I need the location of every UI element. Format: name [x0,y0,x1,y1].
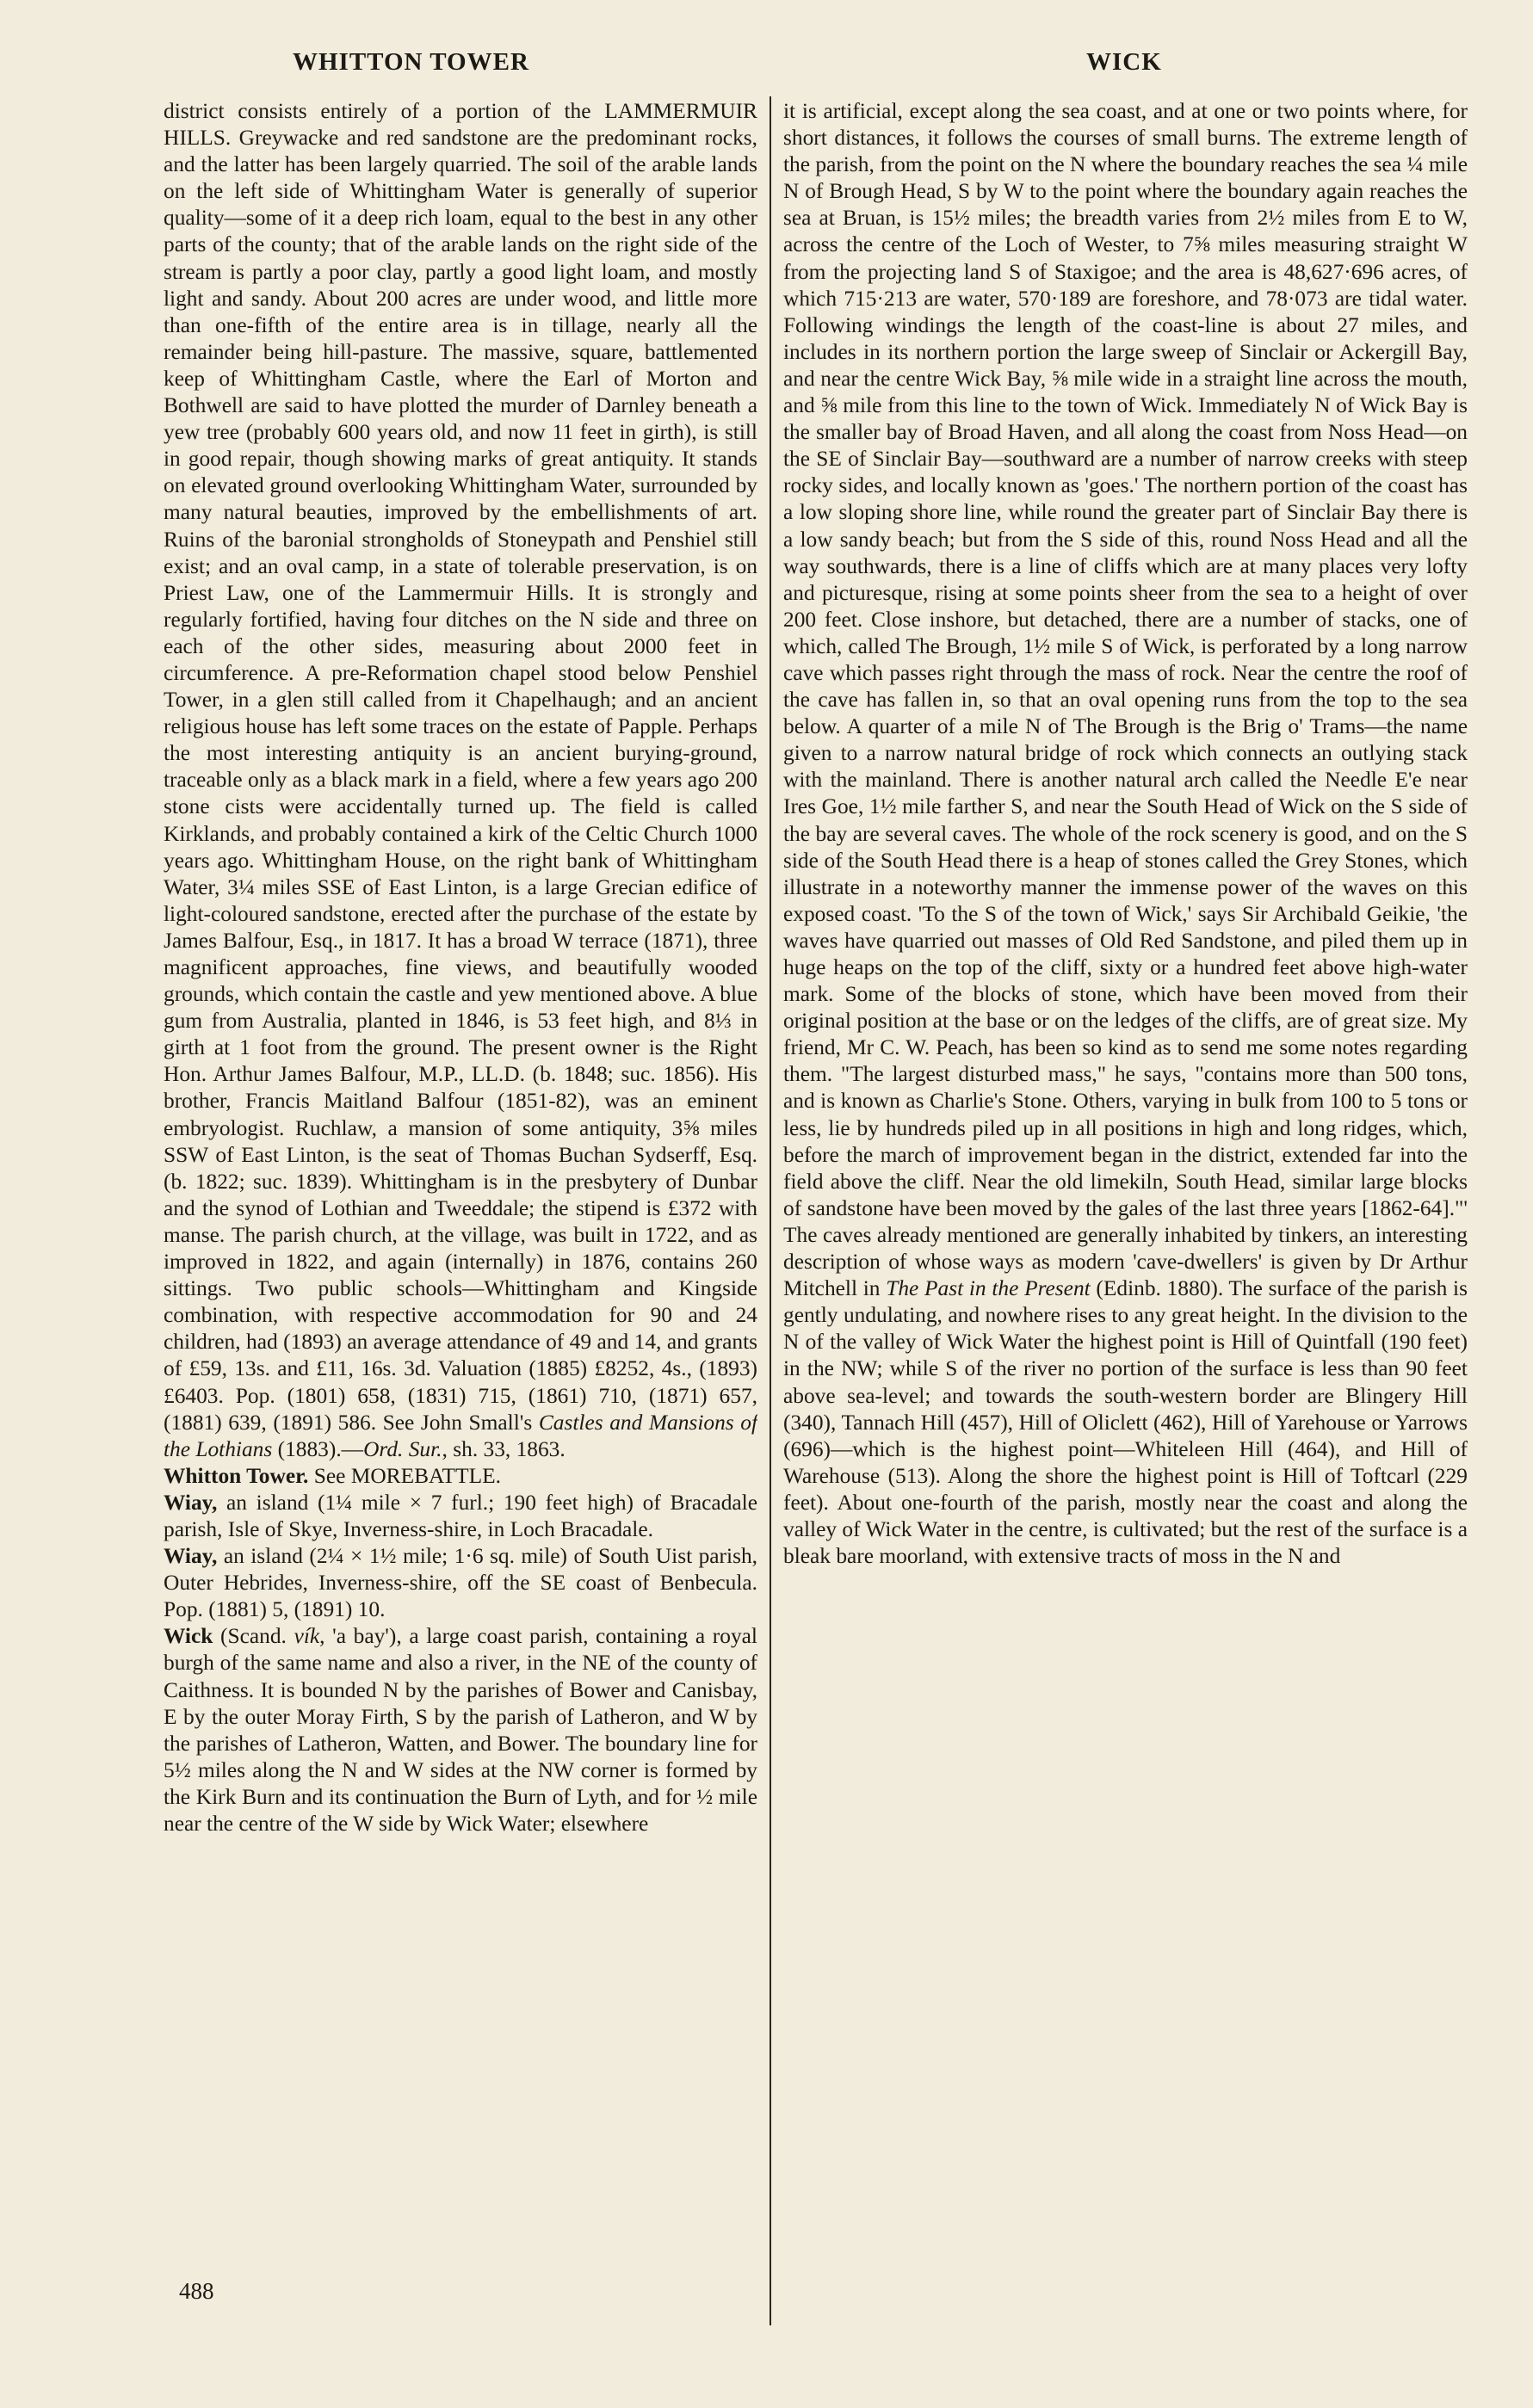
column-divider [770,96,771,2325]
running-head-right: WICK [1086,48,1162,76]
right-column [783,98,1468,2318]
entry-whitton-tower [164,1463,757,1490]
entry-headword: Wick [164,1624,213,1649]
wick-text-rest: (Edinb. 1880). The surface of the parish is gently undulating, and nowhere rises to any great height. In the division to the N of the valley of Wick Water the highest point is Hill of Quintfall (190 feet) in the NW; while S of the river no portion of the surface is less than 90 feet above sea-level; and towards the south-western border are Blingery Hill (340), Tannach Hill (457), Hill of Oliclett (462), Hill of Yarehouse or Yarrows (696)—which is the highest point—Whiteleen Hill (464), and Hill of Warehouse (513). Along the shore the highest point is Hill of Toftcarl (229 feet). About one-fourth of the parish, mostly near the coast and along the valley of Wick Water in the centre, is cultivated; but the rest of the surface is a bleak bare moorland, with extensive tracts of moss in the N and [783,1276,1468,1569]
ord-sur: Ord. Sur. [363,1436,442,1461]
entry-wick [164,1623,757,1837]
entry-headword: Wiay, [164,1490,218,1515]
past-in-present-title: The Past in the Present [886,1276,1091,1301]
entry-headword: Wiay, [164,1544,218,1569]
entry-wiay-skye [164,1490,757,1543]
castles-date: (1883).— [277,1436,364,1461]
entry-body: , 'a bay'), a large coast parish, containing a royal burgh of the same name and also a river, in the NE of the county of Caithness. It is bounded N by the parishes of Bower and Canisbay, E by the outer Moray Firth, S by the parish of Latheron, and W by the parishes of Latheron, Watten, and Bower. The boundary line for 5½ miles along the N and W sides at the NW corner is formed by the Kirk Burn and its continuation the Burn of Lyth, and for ½ mile near the centre of the W side by Wick Water; elsewhere [164,1624,757,1836]
entry-body: an island (1¼ mile × 7 furl.; 190 feet high) of Bracadale parish, Isle of Skye, Inverness-shire, in Loch Bracadale. [164,1490,757,1541]
left-column [164,98,757,2318]
etymology-word: vík [294,1624,320,1649]
ord-sur-sheet: , sh. 33, 1863. [442,1436,566,1461]
running-head-left: WHITTON TOWER [293,48,529,76]
page-number: 488 [179,2278,214,2304]
wick-continued-paragraph [783,98,1468,1570]
entry-headword: Whitton Tower. [164,1463,309,1488]
castles-title: Castles and Mansions of the Lothians [164,1410,757,1461]
entry-wiay-uist [164,1543,757,1623]
entry-body: an island (2¼ × 1½ mile; 1·6 sq. mile) of South Uist parish, Outer Hebrides, Inverness-shire, off the SE coast of Benbecula. Pop. (1881) 5, (1891) 10. [164,1544,757,1622]
whittingham-text: district consists entirely of a portion of the LAMMERMUIR HILLS. Greywacke and red sandstone are the predominant rocks, and the latter has been largely quarried. The soil of the arable lands on the left side of Whittingham Water is generally of superior quality—some of it a deep rich loam, equal to the best in any other parts of the county; that of the arable lands on the right side of the stream is partly a poor clay, partly a good light loam, and mostly light and sandy. About 200 acres are under wood, and little more than one-fifth of the entire area is in tillage, nearly all the remainder being hill-pasture. The massive, square, battlemented keep of Whittingham Castle, where the Earl of Morton and Bothwell are said to have plotted the murder of Darnley beneath a yew tree (probably 600 years old, and now 11 feet in girth), is still in good repair, though showing marks of great antiquity. It stands on elevated ground overlooking Whittingham Water, surrounded by many natural beauties, improved by the embellishments of art. Ruins of the baronial strongholds of Stoneypath and Penshiel still exist; and an oval camp, in a state of tolerable preservation, is on Priest Law, one of the Lammermuir Hills. It is strongly and regularly fortified, having four ditches on the N side and three on each of the other sides, measuring about 2000 feet in circumference. A pre-Reformation chapel stood below Penshiel Tower, in a glen still called from it Chapelhaugh; and an ancient religious house has left some traces on the estate of Papple. Perhaps the most interesting antiquity is an ancient burying-ground, traceable only as a black mark in a field, where a few years ago 200 stone cists were accidentally turned up. The field is called Kirklands, and probably contained a kirk of the Celtic Church 1000 years ago. Whittingham House, on the right bank of Whittingham Water, 3¼ miles SSE of East Linton, is a large Grecian edifice of light-coloured sandstone, erected after the purchase of the estate by James Balfour, Esq., in 1817. It has a broad W terrace (1871), three magnificent approaches, fine views, and beautifully wooded grounds, which contain the castle and yew mentioned above. A blue gum from Australia, planted in 1846, is 53 feet high, and 8⅓ in girth at 1 foot from the ground. The present owner is the Right Hon. Arthur James Balfour, M.P., LL.D. (b. 1848; suc. 1856). His brother, Francis Maitland Balfour (1851-82), was an eminent embryologist. Ruchlaw, a mansion of some antiquity, 3⅝ miles SSW of East Linton, is the seat of Thomas Buchan Sydserff, Esq. (b. 1822; suc. 1839). Whittingham is in the presbytery of Dunbar and the synod of Lothian and Tweeddale; the stipend is £372 with manse. The parish church, at the village, was built in 1722, and as improved in 1822, and again (internally) in 1876, contains 260 sittings. Two public schools—Whittingham and Kingside combination, with respective accommodation for 90 and 24 children, had (1893) an average attendance of 49 and 14, and grants of £59, 13s. and £11, 16s. 3d. Valuation (1885) £8252, 4s., (1893) £6403. Pop. (1801) 658, (1831) 715, (1861) 710, (1871) 657, (1881) 639, (1891) 586. See John Small's [164,99,757,1435]
etymology-prefix: (Scand. [220,1624,287,1649]
whittingham-paragraph [164,98,757,1463]
wick-text: it is artificial, except along the sea coast, and at one or two points where, for short distances, it follows the courses of small burns. The extreme length of the parish, from the point on the N where the boundary reaches the sea ¼ mile N of Brough Head, S by W to the point where the boundary again reaches the sea at Bruan, is 15½ miles; the breadth varies from 2½ miles from E to W, across the centre of the Loch of Wester, to 7⅝ miles measuring straight W from the projecting land S of Staxigoe; and the area is 48,627·696 acres, of which 715·213 are water, 570·189 are foreshore, and 78·073 are tidal water. Following windings the length of the coast-line is about 27 miles, and includes in its northern portion the large sweep of Sinclair or Ackergill Bay, and near the centre Wick Bay, ⅝ mile wide in a straight line across the mouth, and ⅝ mile from this line to the town of Wick. Immediately N of Wick Bay is the smaller bay of Broad Haven, and all along the coast from Noss Head—on the SE of Sinclair Bay—southward are a number of narrow creeks with steep rocky sides, and locally known as 'goes.' The northern portion of the coast has a low sloping shore line, while round the greater part of Sinclair Bay there is a low sandy beach; but from the S side of this, round Noss Head and all the way southwards, there is a line of cliffs which are at many places very lofty and picturesque, rising at some points sheer from the sea to a height of over 200 feet. Close inshore, but detached, there are a number of stacks, one of which, called The Brough, 1½ mile S of Wick, is perforated by a long narrow cave which passes right through the mass of rock. Near the centre the roof of the cave has fallen in, so that an oval opening runs from the top to the sea below. A quarter of a mile N of The Brough is the Brig o' Trams—the name given to a narrow natural bridge of rock which connects an outlying stack with the mainland. There is another natural arch called the Needle E'e near Ires Goe, 1½ mile farther S, and near the South Head of Wick on the S side of the bay are several caves. The whole of the rock scenery is good, and on the S side of the South Head there is a heap of stones called the Grey Stones, which illustrate in a noteworthy manner the immense power of the waves on this exposed coast. 'To the S of the town of Wick,' says Sir Archibald Geikie, 'the waves have quarried out masses of Old Red Sandstone, and piled them up in huge heaps on the top of the cliff, sixty or a hundred feet above high-water mark. Some of the blocks of stone, which have been moved from their original position at the base or on the ledges of the cliffs, are of great size. My friend, Mr C. W. Peach, has been so kind as to send me some notes regarding them. "The largest disturbed mass," he says, "contains more than 500 tons, and is known as Charlie's Stone. Others, varying in bulk from 100 to 5 tons or less, lie by hundreds piled up in all positions in high and long ridges, which, before the march of improvement began in the district, extended far into the field above the cliff. Near the old limekiln, South Head, similar large blocks of sandstone have been moved by the gales of the last three years [1862-64]."' The caves already mentioned are generally inhabited by tinkers, an interesting description of whose ways as modern 'cave-dwellers' is given by Dr Arthur Mitchell in [783,99,1468,1301]
entry-body: See MOREBATTLE. [313,1463,501,1488]
